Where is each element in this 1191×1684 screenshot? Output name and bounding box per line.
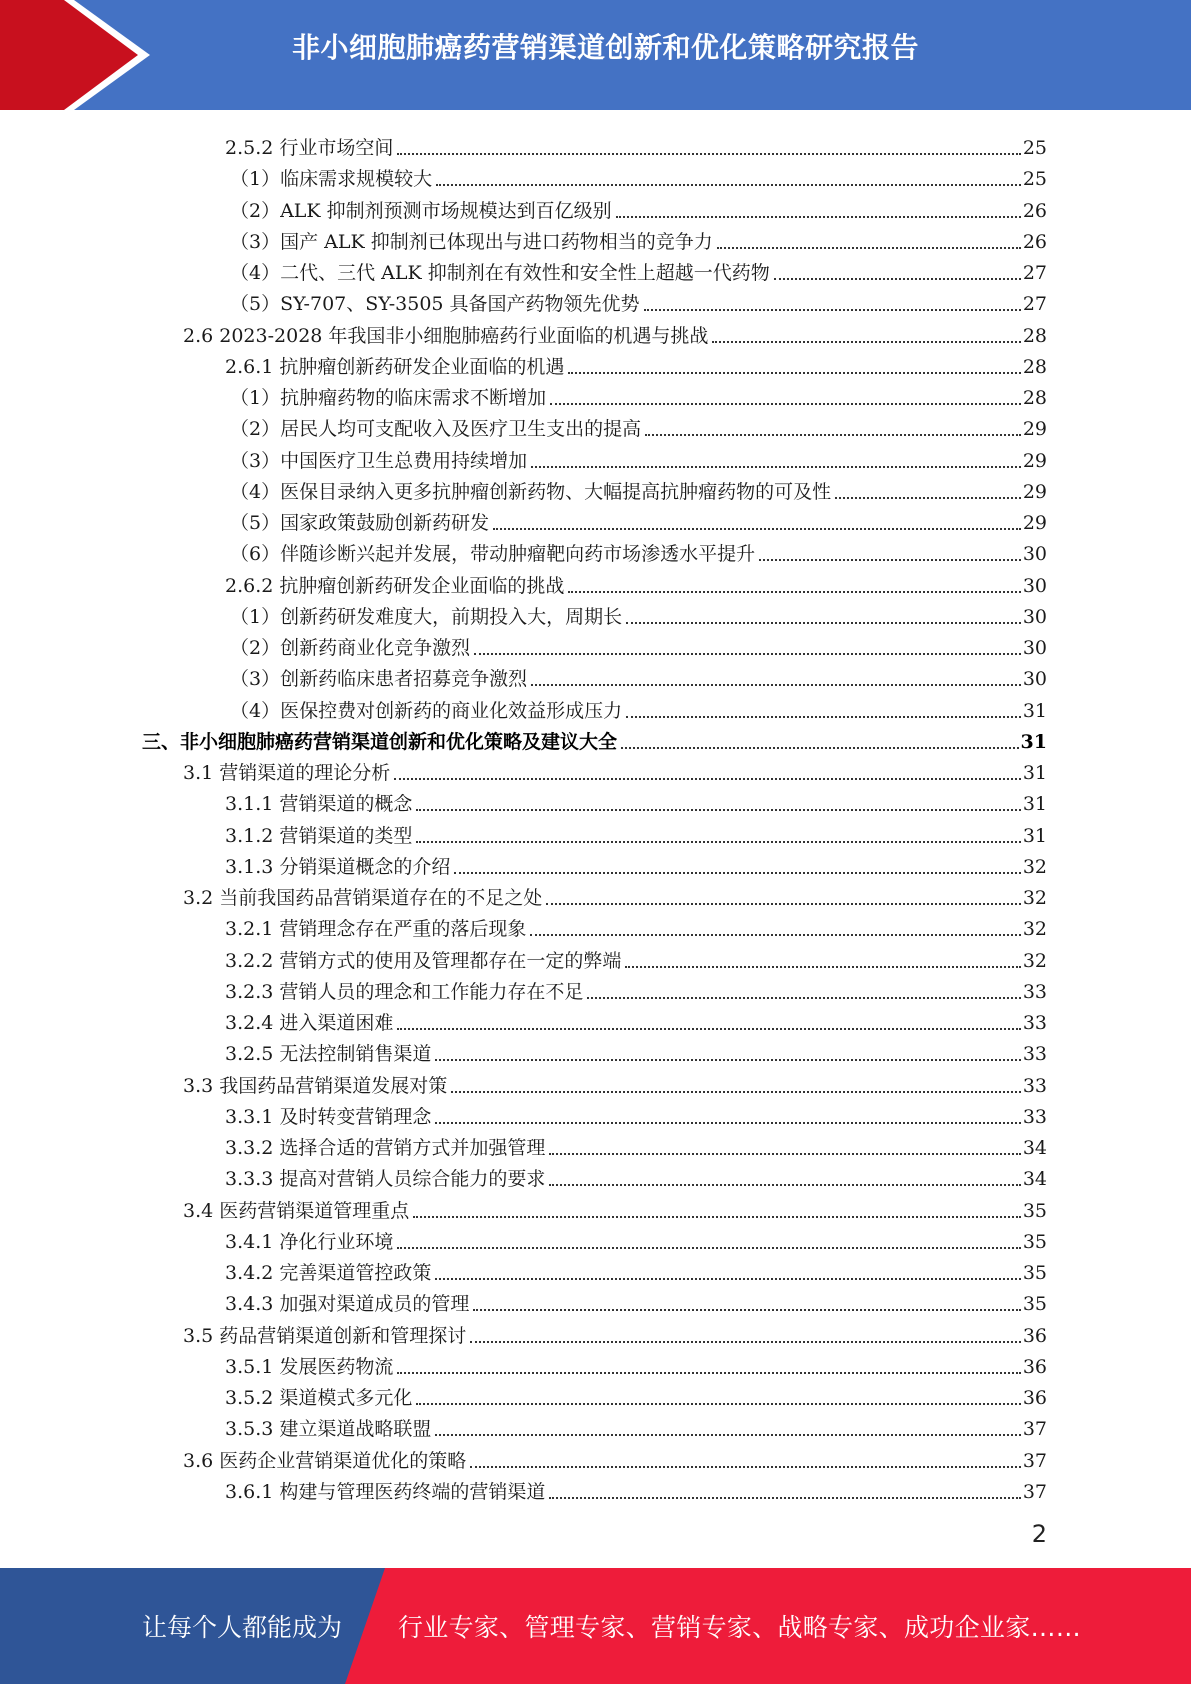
toc-dot-leader: [454, 872, 1020, 874]
toc-entry[interactable]: [225, 1222, 1047, 1253]
toc-entry-page: 31: [1022, 762, 1047, 784]
toc-dot-leader: [549, 1184, 1020, 1186]
toc-entry[interactable]: [183, 753, 1047, 784]
toc-entry-page: 30: [1022, 637, 1047, 659]
toc-entry[interactable]: [225, 1409, 1047, 1440]
toc-entry-title: （5）国家政策鼓励创新药研发: [230, 512, 490, 534]
toc-dot-leader: [568, 591, 1020, 593]
toc-dot-leader: [470, 1466, 1021, 1468]
toc-dot-leader: [435, 1434, 1020, 1436]
toc-dot-leader: [451, 1091, 1021, 1093]
toc-entry[interactable]: [183, 1441, 1047, 1472]
toc-entry-title: 3.2 当前我国药品营销渠道存在的不足之处: [183, 887, 543, 909]
toc-entry-page: 30: [1022, 668, 1047, 691]
toc-dot-leader: [473, 1309, 1020, 1311]
toc-dot-leader: [470, 1341, 1021, 1343]
toc-entry[interactable]: [225, 566, 1047, 597]
toc-entry[interactable]: [225, 1378, 1047, 1409]
toc-entry-page: 29: [1022, 512, 1047, 534]
toc-entry-title: 3.4.3 加强对渠道成员的管理: [225, 1293, 470, 1316]
toc-entry[interactable]: [230, 659, 1047, 690]
toc-dot-leader: [625, 966, 1020, 968]
page-header: [0, 0, 1191, 110]
toc-entry-page: 27: [1022, 262, 1047, 284]
toc-entry[interactable]: [230, 534, 1047, 565]
toc-dot-leader: [774, 278, 1021, 280]
toc-entry-title: 三、非小细胞肺癌药营销渠道创新和优化策略及建议大全: [142, 730, 618, 753]
toc-entry-page: 29: [1022, 449, 1047, 472]
toc-entry-page: 37: [1022, 1418, 1047, 1441]
toc-dot-leader: [550, 403, 1021, 405]
toc-dot-leader: [394, 778, 1021, 780]
toc-entry-title: 3.1 营销渠道的理论分析: [183, 762, 391, 784]
toc-entry-title: 3.3.2 选择合适的营销方式并加强管理: [225, 1137, 546, 1159]
toc-entry[interactable]: [225, 1159, 1047, 1190]
toc-dot-leader: [717, 247, 1021, 249]
toc-entry-page: 31: [1022, 699, 1047, 722]
toc-entry[interactable]: [183, 1066, 1047, 1097]
toc-entry[interactable]: [230, 409, 1047, 440]
toc-dot-leader: [531, 684, 1021, 686]
toc-entry-page: 32: [1022, 918, 1047, 941]
toc-entry-title: 2.6 2023-2028 年我国非小细胞肺癌药行业面临的机遇与挑战: [183, 324, 709, 347]
toc-dot-leader: [435, 1122, 1020, 1124]
toc-entry[interactable]: [183, 1316, 1047, 1347]
toc-entry-title: 3.2.1 营销理念存在严重的落后现象: [225, 918, 527, 941]
toc-entry[interactable]: [225, 1003, 1047, 1034]
toc-entry[interactable]: [225, 909, 1047, 940]
toc-entry[interactable]: [183, 878, 1047, 909]
toc-entry[interactable]: [230, 284, 1047, 315]
toc-dot-leader: [568, 372, 1020, 374]
toc-entry-title: （4）医保控费对创新药的商业化效益形成压力: [230, 699, 623, 722]
toc-entry-title: （4）二代、三代 ALK 抑制剂在有效性和安全性上超越一代药物: [230, 262, 770, 284]
toc-entry[interactable]: [230, 691, 1047, 722]
toc-entry-title: （4）医保目录纳入更多抗肿瘤创新药物、大幅提高抗肿瘤药物的可及性: [230, 480, 832, 503]
toc-entry-page: 32: [1022, 949, 1047, 972]
toc-entry[interactable]: [225, 128, 1047, 159]
toc-entry-page: 36: [1022, 1355, 1047, 1378]
toc-entry[interactable]: [230, 597, 1047, 628]
toc-dot-leader: [835, 497, 1021, 499]
toc-entry-page: 25: [1022, 168, 1047, 191]
toc-entry[interactable]: [230, 222, 1047, 253]
toc-entry[interactable]: [225, 1034, 1047, 1065]
toc-entry-title: （3）创新药临床患者招募竞争激烈: [230, 668, 528, 691]
toc-entry-page: 29: [1022, 480, 1047, 503]
toc-dot-leader: [546, 903, 1021, 905]
toc-entry[interactable]: [230, 191, 1047, 222]
toc-entry-title: （2）居民人均可支配收入及医疗卫生支出的提高: [230, 418, 642, 441]
toc-entry-page: 28: [1022, 355, 1047, 378]
toc-entry[interactable]: [225, 1347, 1047, 1378]
toc-dot-leader: [474, 653, 1021, 655]
page-footer: [0, 1568, 1191, 1684]
toc-dot-leader: [531, 466, 1021, 468]
toc-dot-leader: [645, 434, 1021, 436]
toc-dot-leader: [626, 716, 1021, 718]
toc-entry-page: 30: [1022, 574, 1047, 597]
toc-dot-leader: [587, 997, 1020, 999]
toc-entry-page: 31: [1022, 793, 1047, 816]
toc-entry-page: 30: [1022, 543, 1047, 566]
toc-entry-page: 34: [1022, 1137, 1047, 1159]
toc-entry-title: 3.5.2 渠道模式多元化: [225, 1387, 413, 1409]
toc-entry[interactable]: [142, 722, 1047, 753]
toc-dot-leader: [416, 809, 1020, 811]
toc-entry-title: 2.6.1 抗肿瘤创新药研发企业面临的机遇: [225, 355, 565, 378]
toc-dot-leader: [436, 184, 1021, 186]
toc-entry-title: （1）临床需求规模较大: [230, 168, 433, 191]
toc-entry-title: 3.3.1 及时转变营销理念: [225, 1105, 432, 1128]
toc-entry-title: （3）国产 ALK 抑制剂已体现出与进口药物相当的竞争力: [230, 230, 713, 253]
toc-entry-page: 28: [1022, 324, 1047, 347]
toc-dot-leader: [493, 528, 1021, 530]
toc-entry-title: 3.2.3 营销人员的理念和工作能力存在不足: [225, 980, 584, 1003]
toc-dot-leader: [397, 1372, 1020, 1374]
toc-entry-title: 3.5.3 建立渠道战略联盟: [225, 1418, 432, 1441]
toc-entry[interactable]: [183, 1191, 1047, 1222]
toc-dot-leader: [416, 841, 1020, 843]
toc-entry-title: 3.5 药品营销渠道创新和管理探讨: [183, 1324, 467, 1347]
toc-entry[interactable]: [183, 316, 1047, 347]
toc-entry-title: （2）创新药商业化竞争激烈: [230, 637, 471, 659]
toc-entry-title: 3.6.1 构建与管理医药终端的营销渠道: [225, 1480, 546, 1503]
footer-slogan-right: 行业专家、管理专家、营销专家、战略专家、成功企业家……: [398, 1613, 1082, 1642]
toc-entry-title: 3.1.2 营销渠道的类型: [225, 824, 413, 847]
toc-entry[interactable]: [225, 784, 1047, 815]
toc-entry-title: （1）创新药研发难度大，前期投入大，周期长: [230, 605, 623, 628]
toc-entry[interactable]: [230, 441, 1047, 472]
toc-dot-leader: [397, 1247, 1020, 1249]
toc-entry-page: 37: [1022, 1480, 1047, 1503]
toc-entry-page: 33: [1022, 1012, 1047, 1034]
toc-entry-title: 3.3 我国药品营销渠道发展对策: [183, 1074, 448, 1097]
toc-entry-page: 31: [1022, 824, 1047, 847]
toc-entry-title: （6）伴随诊断兴起并发展，带动肿瘤靶向药市场渗透水平提升: [230, 543, 756, 566]
toc-entry[interactable]: [225, 347, 1047, 378]
toc-entry-title: 3.6 医药企业营销渠道优化的策略: [183, 1449, 467, 1472]
toc-entry-page: 37: [1022, 1449, 1047, 1472]
toc-dot-leader: [530, 934, 1020, 936]
toc-entry-page: 26: [1022, 199, 1047, 222]
toc-entry-title: （3）中国医疗卫生总费用持续增加: [230, 449, 528, 472]
toc-entry-page: 28: [1022, 387, 1047, 409]
toc-entry-title: 3.2.5 无法控制销售渠道: [225, 1043, 432, 1066]
toc-dot-leader: [549, 1153, 1020, 1155]
toc-dot-leader: [626, 622, 1021, 624]
report-title: 非小细胞肺癌药营销渠道创新和优化策略研究报告: [291, 31, 919, 64]
toc-entry-page: 27: [1022, 293, 1047, 316]
toc-entry-page: 26: [1022, 230, 1047, 253]
toc-entry[interactable]: [230, 159, 1047, 190]
toc-entry[interactable]: [230, 378, 1047, 409]
toc-entry[interactable]: [225, 972, 1047, 1003]
toc-entry-title: 3.5.1 发展医药物流: [225, 1355, 394, 1378]
page-number: 2: [1031, 1520, 1047, 1548]
toc-dot-leader: [397, 1028, 1020, 1030]
toc-entry[interactable]: [225, 1097, 1047, 1128]
toc-entry-title: 3.4 医药营销渠道管理重点: [183, 1199, 410, 1222]
toc-entry[interactable]: [230, 472, 1047, 503]
toc-entry-title: （5）SY-707、SY-3505 具备国产药物领先优势: [230, 293, 640, 316]
toc-entry-page: 35: [1022, 1293, 1047, 1316]
toc-entry-page: 35: [1022, 1230, 1047, 1253]
toc-dot-leader: [621, 747, 1019, 749]
toc-entry-title: （1）抗肿瘤药物的临床需求不断增加: [230, 387, 547, 409]
toc-entry-title: 2.5.2 行业市场空间: [225, 137, 394, 159]
toc-entry[interactable]: [230, 253, 1047, 284]
toc-entry-title: 3.4.2 完善渠道管控政策: [225, 1262, 432, 1284]
toc-entry-page: 33: [1022, 980, 1047, 1003]
toc-entry-page: 36: [1022, 1324, 1047, 1347]
toc-entry[interactable]: [225, 1472, 1047, 1503]
toc-entry[interactable]: [230, 628, 1047, 659]
toc-entry-page: 29: [1022, 418, 1047, 441]
toc-entry-title: 3.3.3 提高对营销人员综合能力的要求: [225, 1168, 546, 1191]
toc-dot-leader: [397, 153, 1020, 155]
toc-dot-leader: [759, 559, 1021, 561]
toc-entry-page: 30: [1022, 605, 1047, 628]
footer-slogan-left: 让每个人都能成为: [142, 1613, 343, 1642]
toc-entry-page: 35: [1022, 1262, 1047, 1284]
toc-entry[interactable]: [225, 1253, 1047, 1284]
toc-entry-page: 33: [1022, 1043, 1047, 1066]
toc-dot-leader: [435, 1278, 1020, 1280]
toc-entry-page: 32: [1022, 887, 1047, 909]
toc-dot-leader: [416, 1403, 1020, 1405]
toc-entry[interactable]: [225, 941, 1047, 972]
toc-entry-page: 34: [1022, 1168, 1047, 1191]
toc-entry-page: 32: [1022, 855, 1047, 878]
toc-entry-page: 36: [1022, 1387, 1047, 1409]
toc-entry-title: 3.2.2 营销方式的使用及管理都存在一定的弊端: [225, 949, 622, 972]
toc-entry-title: 3.2.4 进入渠道困难: [225, 1012, 394, 1034]
toc-dot-leader: [413, 1216, 1021, 1218]
toc-entry[interactable]: [225, 1284, 1047, 1315]
toc-entry-page: 33: [1022, 1105, 1047, 1128]
toc-dot-leader: [644, 309, 1021, 311]
toc-entry-page: 33: [1022, 1074, 1047, 1097]
toc-entry-title: 3.1.3 分销渠道概念的介绍: [225, 855, 451, 878]
toc-dot-leader: [616, 216, 1021, 218]
toc-dot-leader: [435, 1059, 1020, 1061]
toc-entry-title: （2）ALK 抑制剂预测市场规模达到百亿级别: [230, 199, 612, 222]
toc-entry-title: 3.1.1 营销渠道的概念: [225, 793, 413, 816]
toc-entry-title: 2.6.2 抗肿瘤创新药研发企业面临的挑战: [225, 574, 565, 597]
toc-entry[interactable]: [225, 1128, 1047, 1159]
toc-dot-leader: [712, 341, 1020, 343]
toc-entry[interactable]: [230, 503, 1047, 534]
toc-entry-page: 35: [1022, 1199, 1047, 1222]
toc-entry-title: 3.4.1 净化行业环境: [225, 1230, 394, 1253]
toc-entry-page: 31: [1020, 730, 1047, 753]
toc-dot-leader: [549, 1497, 1020, 1499]
toc-entry-page: 25: [1022, 137, 1047, 159]
toc-entry[interactable]: [225, 816, 1047, 847]
toc-entry[interactable]: [225, 847, 1047, 878]
